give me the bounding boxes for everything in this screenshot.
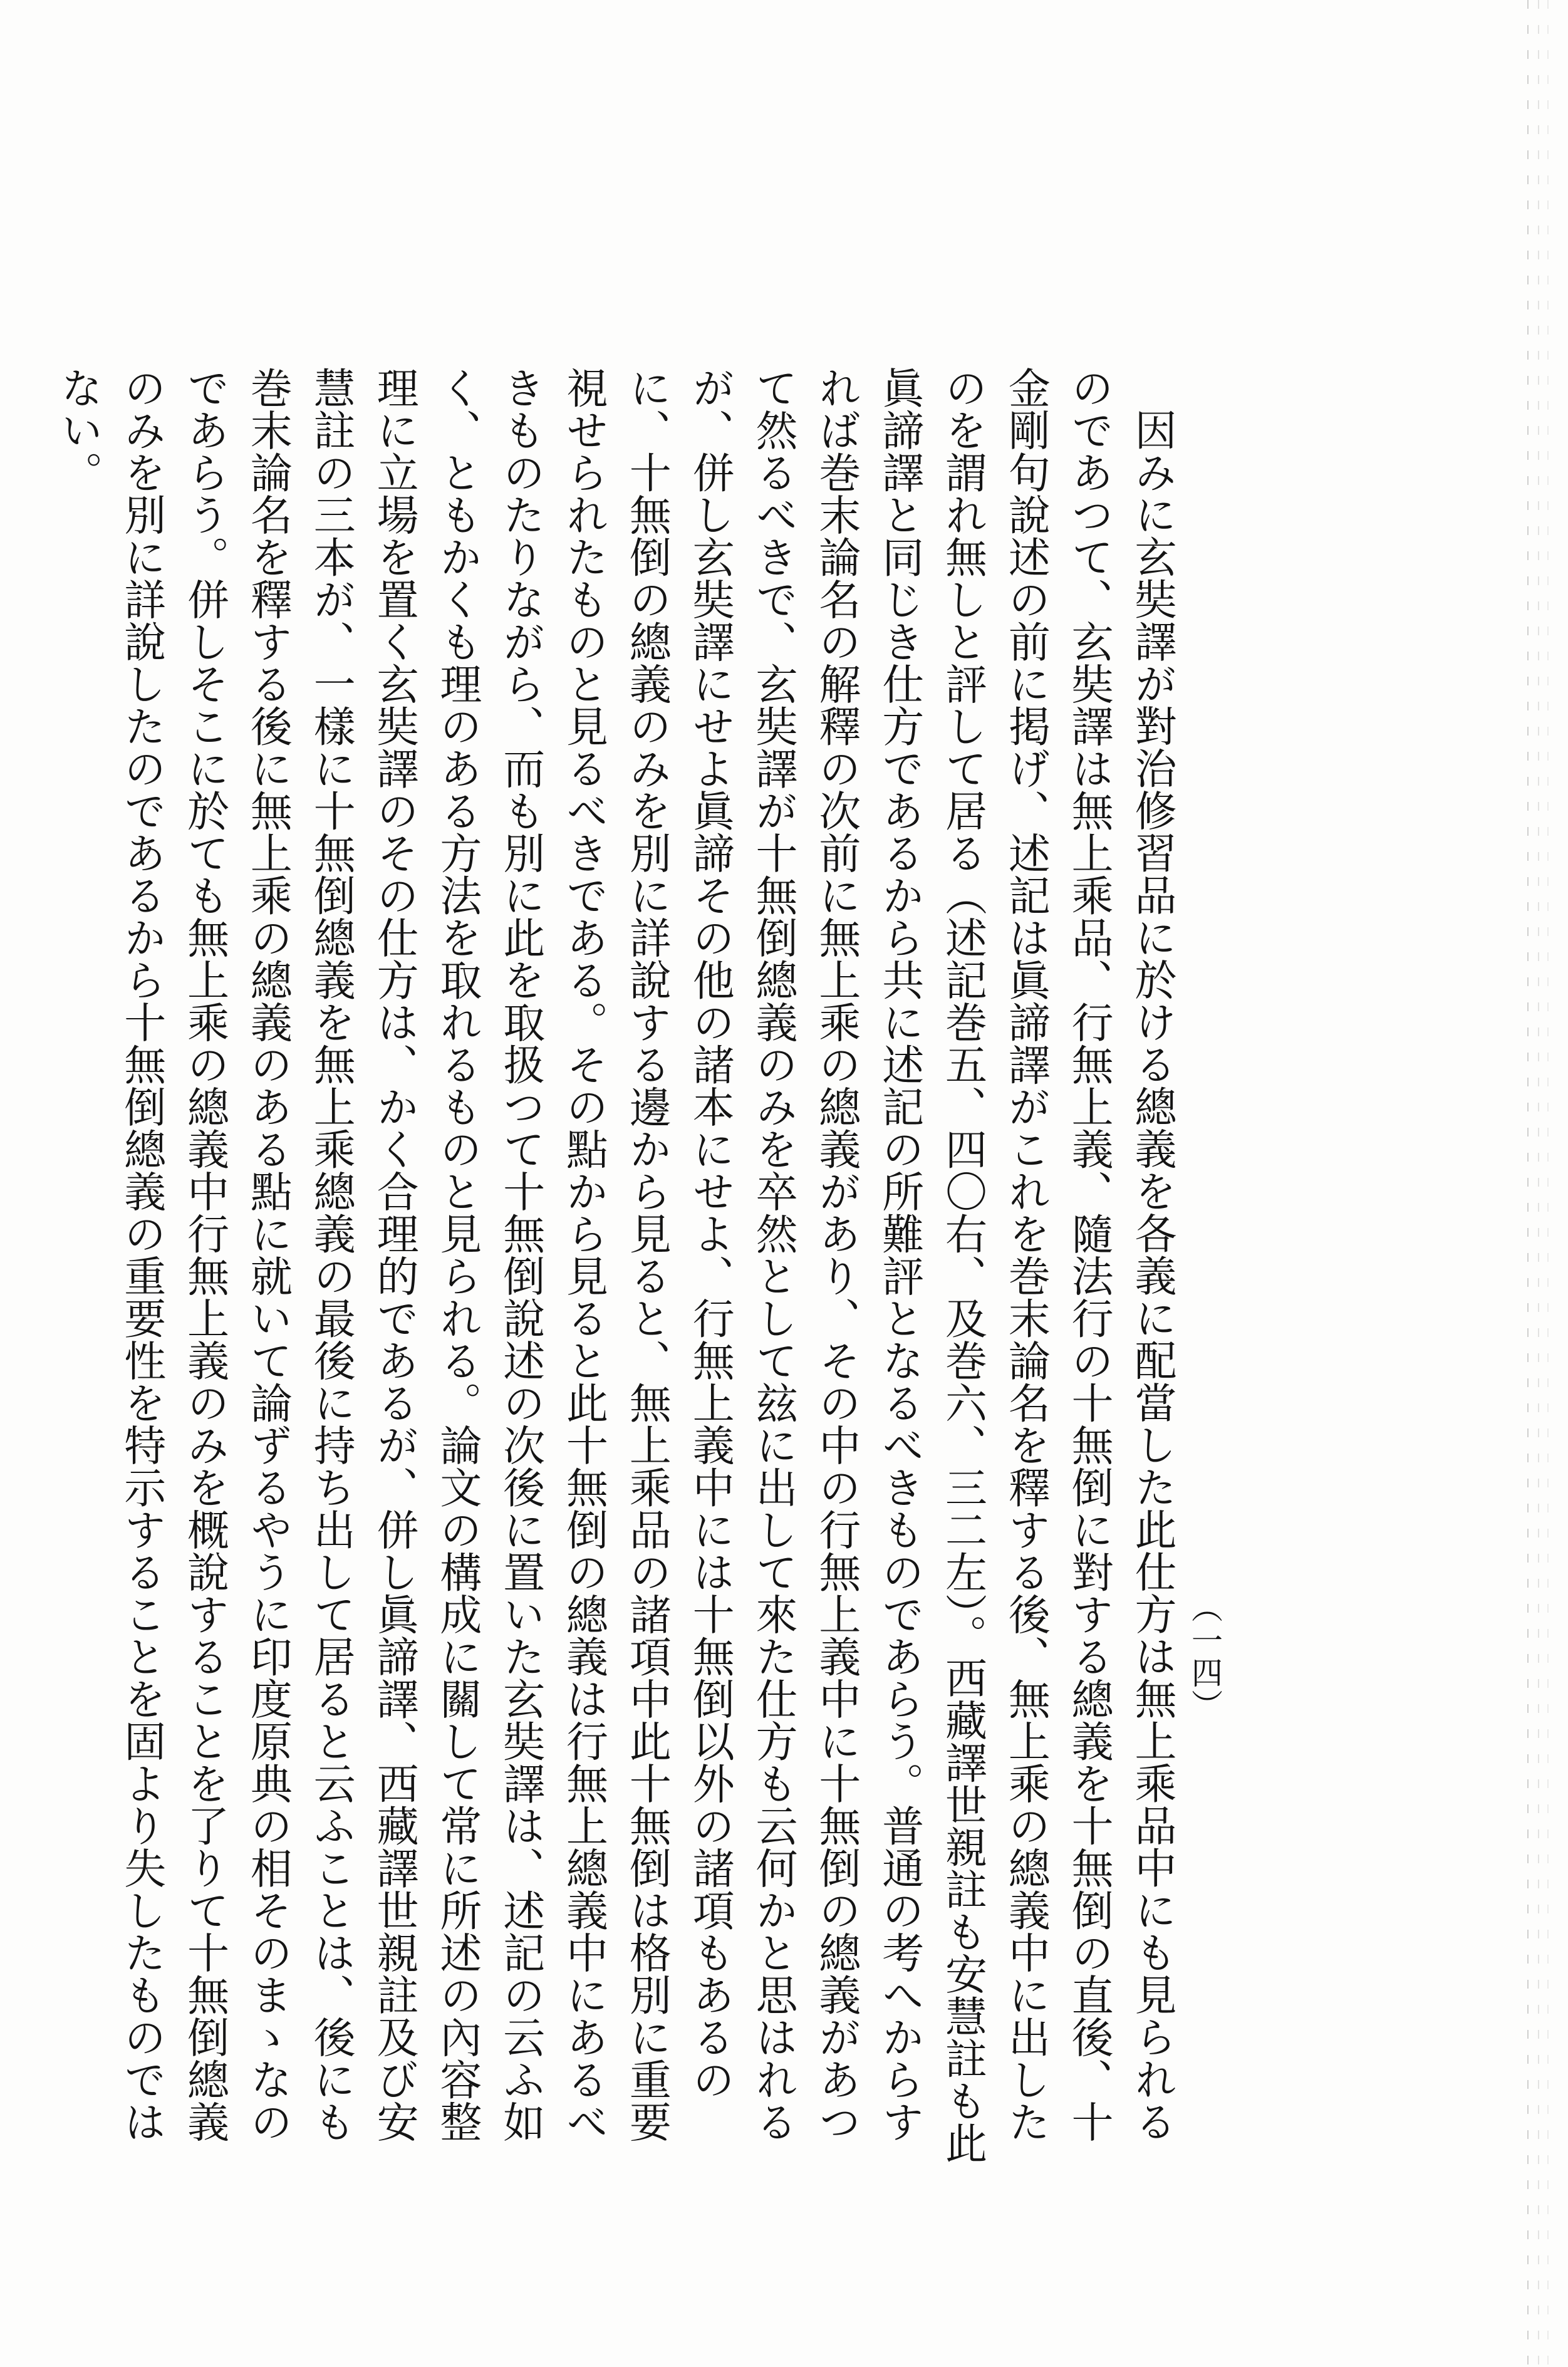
paragraph: 因みに玄奘譯が對治修習品に於ける總義を各義に配當した此仕方は無上乘品中にも見られるのであつて、玄奘譯は無上乘品、行無上義、隨法行の十無倒に對する總義を十無倒の直後、十金剛句說述の前に掲げ、述記は眞諦譯がこれを巻末論名を釋する後、無上乘の總義中に出したのを謂れ無しと評して居る（述記巻五、四〇右、及巻六、三二左）。西藏譯世親註も安慧註も此眞諦譯と同じき仕方であるから共に述記の所難評となるべきものであらう。普通の考へからすれば巻末論名の解釋の次前に無上乘の總義があり、その中の行無上義中に十無倒の總義があつて然るべきで、玄奘譯が十無倒總義のみを卒然として玆に出して來た仕方も云何かと思はれるが、併し玄奘譯にせよ眞諦その他の諸本にせよ、行無上義中には十無倒以外の諸項もあるのに、十無倒の總義のみを別に詳說する邊から見ると、無上乘品の諸項中此十無倒は格別に重要視せられたものと見るべきである。その點から見ると此十無倒の總義は行無上總義中にあるべきものたりながら、而も別に此を取扱つて十無倒說述の次後に置いた玄奘譯は、述記の云ふ如く、ともかくも理のある方法を取れるものと見られる。論文の構成に關して常に所述の內容整理に立場を置く玄奘譯のその仕方は、かく合理的であるが、併し眞諦譯、西藏譯世親註及び安慧註の三本が、一樣に十無倒總義を無上乘總義の最後に持ち出して居ると云ふことは、後にも巻末論名を釋する後に無上乘の總義のある點に就いて論ずるやうに印度原典の相そのまゝなのであらう。併しそこに於ても無上乘の總義中行無上義のみを概說することを了りて十無倒總義のみを別に詳說したのであるから十無倒總義の重要性を特示することを固より失したものではない。 xyxy=(54,367,1177,2164)
body-text xyxy=(54,367,1184,2171)
scan-edge-artifact xyxy=(1538,0,1539,2367)
scan-edge-artifact xyxy=(1527,0,1529,2367)
page-number: （一四） xyxy=(1186,1591,1223,1722)
scan-edge-artifact xyxy=(1547,0,1549,2367)
